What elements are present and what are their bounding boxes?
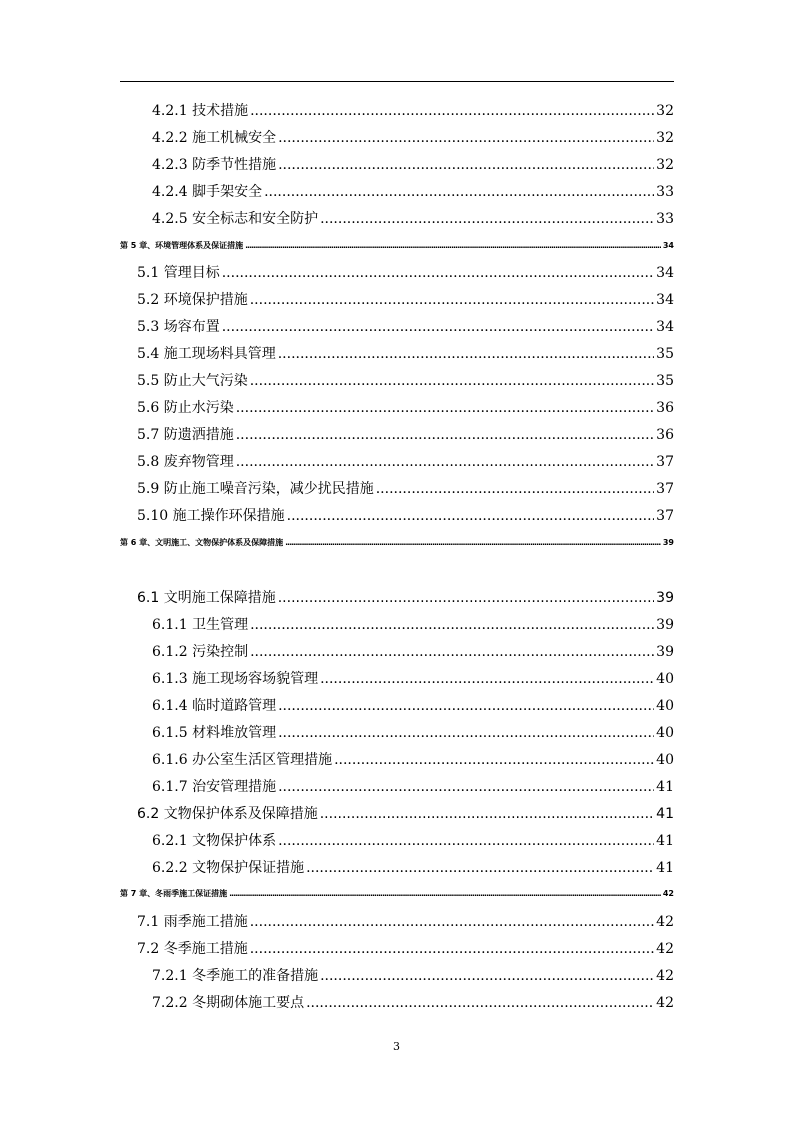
- toc-entry-page: 39: [662, 538, 674, 547]
- toc-leader: [278, 698, 654, 714]
- toc-entry[interactable]: [137, 587, 674, 607]
- toc-leader: [236, 400, 654, 416]
- toc-entry[interactable]: [137, 505, 674, 525]
- toc-entry[interactable]: [137, 911, 674, 931]
- toc-leader: [278, 130, 654, 146]
- toc-entry[interactable]: [152, 641, 674, 661]
- toc-entry[interactable]: [152, 181, 674, 201]
- toc-entry[interactable]: [152, 749, 674, 769]
- toc-entry[interactable]: [137, 316, 674, 336]
- toc-entry-page: 34: [662, 241, 674, 250]
- toc-leader: [278, 725, 654, 741]
- toc-entry-page: 37: [656, 508, 674, 524]
- toc-leader: [250, 941, 654, 957]
- toc-entry[interactable]: [137, 289, 674, 309]
- toc-entry-page: 34: [656, 265, 674, 281]
- toc-entry[interactable]: [152, 776, 674, 796]
- toc-entry-page: 41: [656, 860, 674, 876]
- toc-entry[interactable]: [137, 343, 674, 363]
- toc-entry-page: 32: [656, 130, 674, 146]
- toc-entry[interactable]: [152, 722, 674, 742]
- toc-entry[interactable]: [152, 100, 674, 120]
- toc-entry-title: 7.1 雨季施工措施: [137, 914, 248, 930]
- toc-entry-title: 7.2 冬季施工措施: [137, 941, 248, 957]
- toc-entry-title: 6.1.3 施工现场容场貌管理: [152, 671, 319, 687]
- toc-leader: [250, 373, 654, 389]
- toc-entry-page: 39: [656, 590, 674, 606]
- toc-entry-page: 42: [656, 968, 674, 984]
- toc-entry-page: 32: [656, 157, 674, 173]
- toc-entry-page: 35: [656, 373, 674, 389]
- toc-leader: [320, 806, 654, 822]
- toc-leader: [250, 103, 654, 119]
- toc-leader: [278, 779, 654, 795]
- toc-entry-page: 42: [656, 995, 674, 1011]
- toc-chapter-entry[interactable]: [120, 240, 674, 251]
- toc-entry[interactable]: [152, 830, 674, 850]
- toc-entry-page: 40: [656, 752, 674, 768]
- toc-entry-title: 第 6 章、文明施工、文物保护体系及保障措施: [120, 538, 284, 547]
- toc-chapter-entry[interactable]: [120, 888, 674, 899]
- toc-leader: [229, 889, 661, 898]
- page-number: 3: [393, 1040, 400, 1053]
- toc-leader: [285, 538, 661, 547]
- toc-entry-title: 6.1.2 污染控制: [152, 644, 249, 660]
- toc-entry[interactable]: [152, 208, 674, 228]
- toc-entry-page: 35: [656, 346, 674, 362]
- toc-entry-title: 5.9 防止施工噪音污染，减少扰民措施: [137, 481, 374, 497]
- toc-entry-page: 39: [656, 617, 674, 633]
- toc-entry-page: 37: [656, 454, 674, 470]
- toc-entry-page: 33: [656, 211, 674, 227]
- toc-leader: [236, 454, 654, 470]
- toc-entry-title: 5.4 施工现场料具管理: [137, 346, 276, 362]
- toc-entry[interactable]: [137, 262, 674, 282]
- toc-entry[interactable]: [152, 154, 674, 174]
- toc-entry-title: 7.2.1 冬季施工的准备措施: [152, 968, 319, 984]
- toc-leader: [320, 211, 654, 227]
- toc-entry[interactable]: [152, 668, 674, 688]
- toc-entry-page: 37: [656, 481, 674, 497]
- toc-entry-title: 4.2.3 防季节性措施: [152, 157, 277, 173]
- toc-leader: [278, 157, 654, 173]
- toc-entry-title: 7.2.2 冬期砌体施工要点: [152, 995, 305, 1011]
- toc-leader: [278, 833, 654, 849]
- toc-entry-page: 33: [656, 184, 674, 200]
- toc-entry-page: 32: [656, 103, 674, 119]
- toc-leader: [250, 292, 654, 308]
- toc-entry-page: 41: [656, 806, 674, 822]
- toc-leader: [320, 968, 654, 984]
- toc-entry[interactable]: [152, 695, 674, 715]
- toc-entry[interactable]: [137, 938, 674, 958]
- toc-entry-page: 42: [656, 914, 674, 930]
- toc-leader: [222, 265, 654, 281]
- toc-leader: [250, 617, 654, 633]
- toc-chapter-entry[interactable]: [120, 537, 674, 548]
- toc-entry-title: 4.2.1 技术措施: [152, 103, 249, 119]
- toc-entry-title: 4.2.2 施工机械安全: [152, 130, 277, 146]
- toc-entry-title: 5.7 防遗洒措施: [137, 427, 234, 443]
- toc-entry[interactable]: [137, 397, 674, 417]
- toc-entry-page: 34: [656, 292, 674, 308]
- toc-leader: [306, 860, 654, 876]
- toc-entry[interactable]: [152, 857, 674, 877]
- toc-leader: [320, 671, 654, 687]
- toc-leader: [222, 319, 654, 335]
- toc-entry[interactable]: [137, 451, 674, 471]
- toc-leader: [236, 427, 654, 443]
- toc-entry-title: 5.2 环境保护措施: [137, 292, 248, 308]
- toc-entry[interactable]: [152, 614, 674, 634]
- toc-entry-title: 5.8 废弃物管理: [137, 454, 234, 470]
- toc-entry[interactable]: [152, 965, 674, 985]
- toc-entry-title: 第 7 章、冬雨季施工保证措施: [120, 889, 228, 898]
- toc-entry-page: 41: [656, 779, 674, 795]
- toc-leader: [334, 752, 654, 768]
- toc-leader: [278, 590, 654, 606]
- toc-leader: [376, 481, 654, 497]
- toc-entry-page: 42: [662, 889, 674, 898]
- toc-entry-title: 5.3 场容布置: [137, 319, 220, 335]
- toc-entry-page: 40: [656, 671, 674, 687]
- toc-entry[interactable]: [137, 478, 674, 498]
- toc-entry-page: 36: [656, 400, 674, 416]
- toc-entry-page: 41: [656, 833, 674, 849]
- toc-entry[interactable]: [137, 370, 674, 390]
- toc-leader: [264, 184, 654, 200]
- toc-entry-title: 4.2.4 脚手架安全: [152, 184, 263, 200]
- toc-entry[interactable]: [137, 424, 674, 444]
- toc-entry-title: 5.1 管理目标: [137, 265, 220, 281]
- toc-entry-page: 42: [656, 941, 674, 957]
- toc-entry-page: 36: [656, 427, 674, 443]
- toc-entry[interactable]: [137, 803, 674, 823]
- toc-entry-title: 6.1.6 办公室生活区管理措施: [152, 752, 333, 768]
- toc-entry[interactable]: [152, 127, 674, 147]
- toc-leader: [287, 508, 655, 524]
- toc-leader: [250, 644, 654, 660]
- toc-entry-page: 39: [656, 644, 674, 660]
- toc-leader: [245, 241, 661, 250]
- toc-entry-title: 6.1.1 卫生管理: [152, 617, 249, 633]
- toc-entry-title: 6.1.4 临时道路管理: [152, 698, 277, 714]
- toc-entry-title: 5.5 防止大气污染: [137, 373, 248, 389]
- toc-leader: [278, 346, 654, 362]
- toc-entry-title: 6.2.2 文物保护保证措施: [152, 860, 305, 876]
- toc-entry-page: 40: [656, 725, 674, 741]
- toc-entry-title: 4.2.5 安全标志和安全防护: [152, 211, 319, 227]
- toc-leader: [306, 995, 654, 1011]
- toc-entry-title: 6.1.7 治安管理措施: [152, 779, 277, 795]
- toc-entry-title: 第 5 章、环境管理体系及保证措施: [120, 241, 244, 250]
- toc-entry-title: 6.2.1 文物保护体系: [152, 833, 277, 849]
- toc-entry-title: 5.6 防止水污染: [137, 400, 234, 416]
- toc-entry-title: 5.10 施工操作环保措施: [137, 508, 285, 524]
- toc-entry[interactable]: [152, 992, 674, 1012]
- toc-entry-page: 40: [656, 698, 674, 714]
- toc-entry-title: 6.1.5 材料堆放管理: [152, 725, 277, 741]
- toc-entry-page: 34: [656, 319, 674, 335]
- toc-entry-title: 6.1 文明施工保障措施: [137, 590, 276, 606]
- toc-entry-title: 6.2 文物保护体系及保障措施: [137, 806, 318, 822]
- toc-leader: [250, 914, 654, 930]
